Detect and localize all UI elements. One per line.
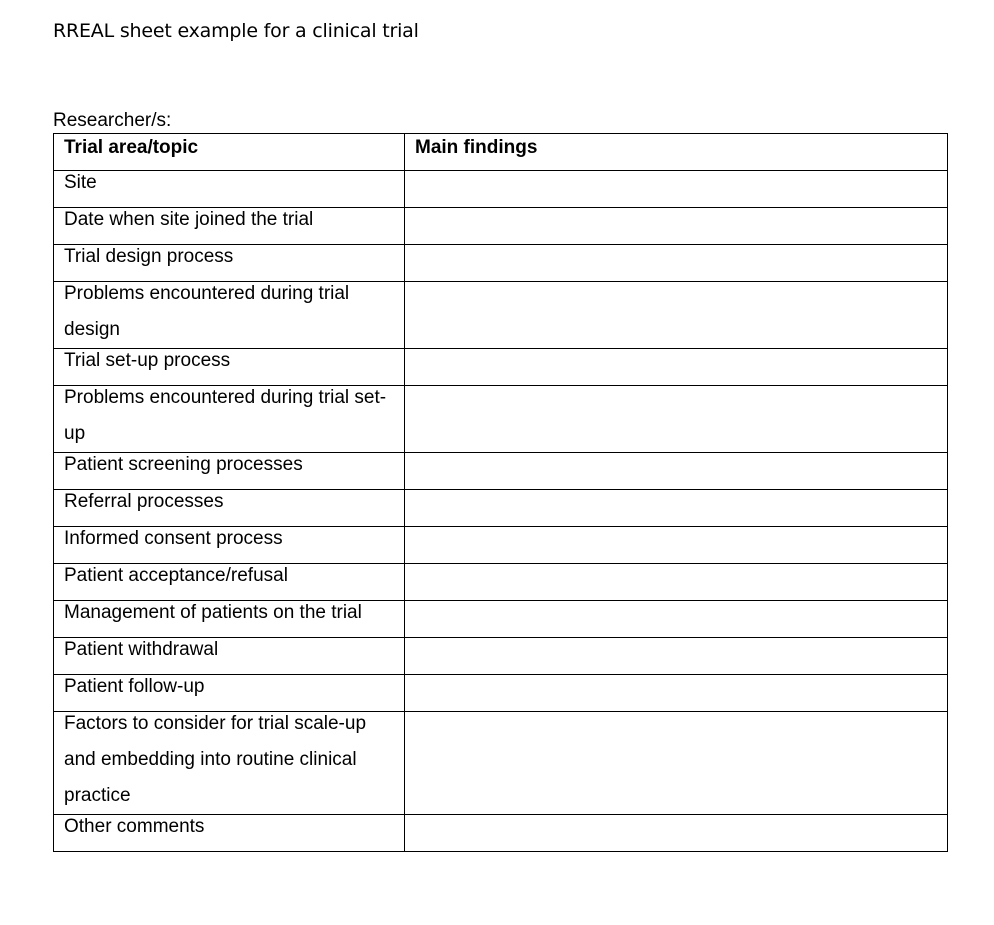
topic-text: Date when site joined the trial: [64, 209, 314, 230]
findings-cell[interactable]: [405, 675, 948, 712]
findings-cell[interactable]: [405, 490, 948, 527]
findings-cell[interactable]: [405, 453, 948, 490]
topic-text: Patient follow-up: [64, 676, 205, 697]
table-row: [54, 282, 948, 349]
column-header-topic: Trial area/topic: [54, 134, 405, 171]
findings-cell[interactable]: [405, 564, 948, 601]
topic-text: Factors to consider for trial scale-up and embedding into routine clinical practice: [64, 713, 367, 806]
topic-text: Patient withdrawal: [64, 639, 219, 660]
topic-text: Trial design process: [64, 246, 234, 267]
topic-text: Patient screening processes: [64, 454, 303, 475]
findings-cell[interactable]: [405, 601, 948, 638]
document-title: RREAL sheet example for a clinical trial: [53, 20, 419, 42]
topic-text: Problems encountered during trial set-up: [64, 387, 387, 444]
findings-cell[interactable]: [405, 349, 948, 386]
topic-text: Informed consent process: [64, 528, 283, 549]
topic-text: Problems encountered during trial design: [64, 283, 350, 340]
topic-cell: [54, 712, 405, 815]
topic-cell: [54, 386, 405, 453]
rreal-table: [53, 133, 948, 852]
findings-cell[interactable]: [405, 815, 948, 852]
findings-cell[interactable]: [405, 171, 948, 208]
topic-cell: [54, 815, 405, 852]
table-row: [54, 712, 948, 815]
researchers-label: Researcher/s:: [53, 110, 172, 131]
findings-cell[interactable]: [405, 638, 948, 675]
topic-text: Other comments: [64, 816, 205, 837]
findings-cell[interactable]: [405, 282, 948, 349]
topic-text: Patient acceptance/refusal: [64, 565, 288, 586]
topic-text: Referral processes: [64, 491, 224, 512]
topic-text: Trial set-up process: [64, 350, 231, 371]
findings-cell[interactable]: [405, 712, 948, 815]
table-row: [54, 815, 948, 852]
findings-cell[interactable]: [405, 386, 948, 453]
topic-text: Site: [64, 172, 97, 193]
topic-text: Management of patients on the trial: [64, 602, 362, 623]
column-header-findings: Main findings: [405, 134, 948, 171]
topic-cell: [54, 282, 405, 349]
findings-cell[interactable]: [405, 527, 948, 564]
table-row: [54, 386, 948, 453]
findings-cell[interactable]: [405, 208, 948, 245]
findings-cell[interactable]: [405, 245, 948, 282]
